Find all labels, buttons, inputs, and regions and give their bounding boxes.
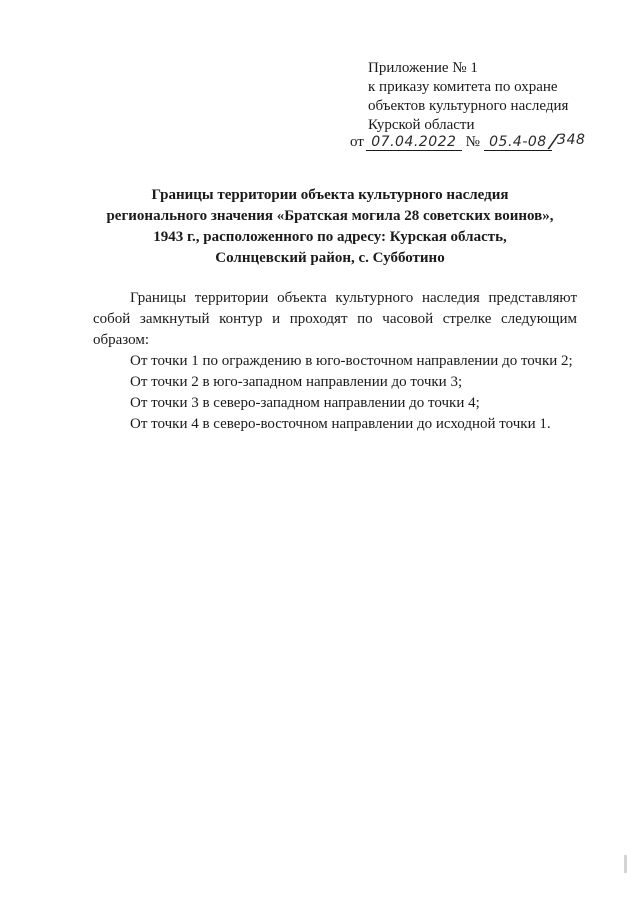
scan-artifact xyxy=(624,855,627,873)
intro-paragraph: Границы территории объекта культурного наследия представляют собой замкнутый контур и проходят по часовой стрелке следующим образом: xyxy=(93,290,577,348)
order-from-label: от xyxy=(350,134,364,150)
appendix-order-ref: к приказу комитета по охране xyxy=(368,79,558,95)
document-body xyxy=(93,288,577,435)
title-line-3: 1943 г., расположенного по адресу: Курская область, xyxy=(153,229,507,245)
appendix-committee: объектов культурного наследия xyxy=(368,98,569,114)
order-number-suffix: 348 xyxy=(557,132,586,148)
order-details xyxy=(350,128,620,154)
title-line-1: Границы территории объекта культурного наследия xyxy=(151,187,509,203)
title-line-2: регионального значения «Братская могила 28 советских воинов», xyxy=(106,208,554,224)
title-line-4: Солнцевский район, с. Субботино xyxy=(215,250,445,266)
boundary-point-3: От точки 3 в северо-западном направлении до точки 4; xyxy=(130,395,480,411)
appendix-region: Курской области xyxy=(368,117,475,133)
boundary-point-1: От точки 1 по ограждению в юго-восточном направлении до точки 2; xyxy=(130,353,573,369)
document-title xyxy=(60,185,600,269)
boundary-point-4: От точки 4 в северо-восточном направлении до исходной точки 1. xyxy=(130,416,551,432)
boundary-point-2: От точки 2 в юго-западном направлении до точки 3; xyxy=(130,374,463,390)
order-number-label: № xyxy=(465,134,480,150)
appendix-header xyxy=(368,59,618,135)
order-number: 05.4-08 xyxy=(484,134,552,151)
appendix-title: Приложение № 1 xyxy=(368,60,478,76)
order-slash-mark: / xyxy=(548,128,559,154)
order-date: 07.04.2022 xyxy=(366,134,462,151)
